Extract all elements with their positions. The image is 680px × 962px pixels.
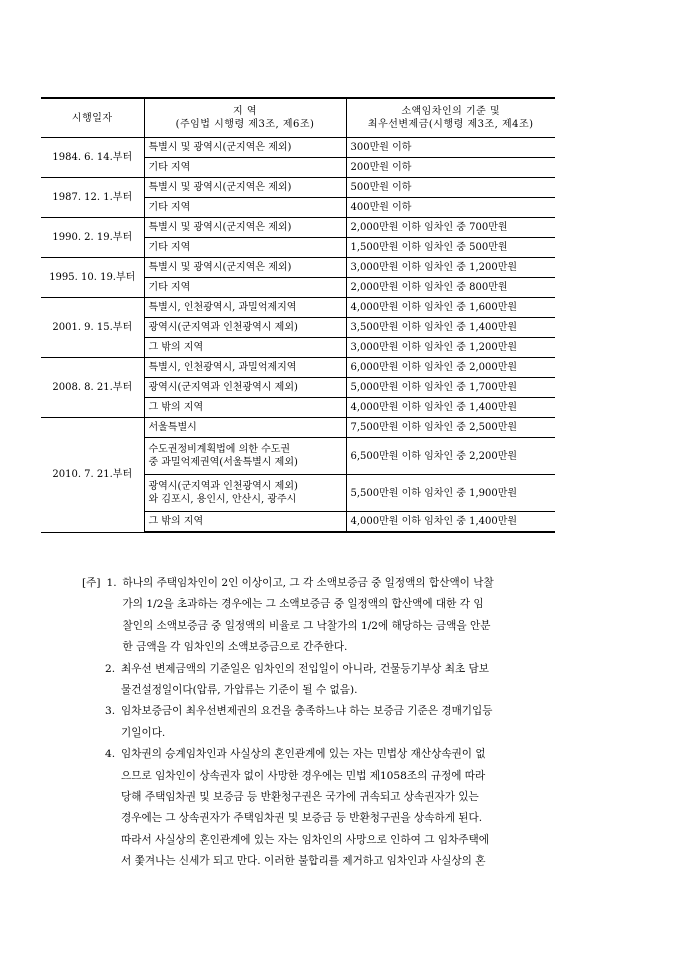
note-line: 기일이다. bbox=[121, 726, 166, 739]
amount-cell: 5,000만원 이하 임차인 중 1,700만원 bbox=[346, 378, 555, 398]
amount-cell: 300만원 이하 bbox=[346, 138, 555, 158]
note-number: 3. bbox=[105, 705, 116, 718]
region-line: 특별시 및 광역시(군지역은 제외) bbox=[148, 182, 292, 193]
region-cell bbox=[144, 238, 346, 258]
effective-date-cell: 1995. 10. 19.부터 bbox=[41, 258, 144, 298]
amount-cell: 7,500만원 이하 임차인 중 2,500만원 bbox=[346, 418, 555, 438]
region-line: 서울특별시 bbox=[148, 422, 197, 433]
region-cell bbox=[144, 258, 346, 278]
region-line: 광역시(군지역과 인천광역시 제외) bbox=[148, 382, 298, 393]
region-cell bbox=[144, 278, 346, 298]
note-line: 따라서 사실상의 혼인관계에 있는 자는 임차인의 사망으로 인하여 그 임차주택에 bbox=[121, 833, 490, 846]
header-region bbox=[144, 98, 346, 138]
table-row bbox=[41, 298, 555, 318]
table-row bbox=[41, 358, 555, 378]
note-text bbox=[121, 659, 602, 702]
note-text bbox=[121, 701, 602, 744]
table-row bbox=[41, 418, 555, 438]
note-item bbox=[105, 744, 602, 872]
note-number: 2. bbox=[105, 662, 116, 675]
note-text bbox=[123, 573, 603, 659]
effective-date-cell: 1984. 6. 14.부터 bbox=[41, 138, 144, 178]
region-line: 그 밖의 지역 bbox=[148, 516, 204, 527]
region-line: 특별시, 인천광역시, 과밀억제지역 bbox=[148, 302, 297, 313]
effective-date-cell: 2008. 8. 21.부터 bbox=[41, 358, 144, 418]
table-header-row bbox=[41, 98, 555, 138]
region-line: 특별시 및 광역시(군지역은 제외) bbox=[148, 262, 292, 273]
region-line: 특별시 및 광역시(군지역은 제외) bbox=[148, 222, 292, 233]
header-region-line2: (주임법 시행령 제3조, 제6조) bbox=[175, 119, 315, 130]
header-region-line1: 지 역 bbox=[233, 106, 257, 117]
note-line: 찰인의 소액보증금 중 일정액의 비율로 그 낙찰가의 1/2에 해당하는 금액을 안분 bbox=[122, 619, 491, 632]
amount-cell: 4,000만원 이하 임차인 중 1,400만원 bbox=[346, 398, 555, 418]
region-line: 기타 지역 bbox=[148, 202, 191, 213]
region-line: 수도권정비계획법에 의한 수도권 bbox=[148, 444, 291, 455]
region-line: 와 김포시, 용인시, 안산시, 광주시 bbox=[148, 494, 297, 505]
note-item bbox=[105, 701, 602, 744]
region-cell bbox=[144, 475, 346, 512]
amount-cell: 1,500만원 이하 임차인 중 500만원 bbox=[346, 238, 555, 258]
region-line: 특별시, 인천광역시, 과밀억제지역 bbox=[148, 362, 297, 373]
amount-cell: 6,000만원 이하 임차인 중 2,000만원 bbox=[346, 358, 555, 378]
amount-cell: 400만원 이하 bbox=[346, 198, 555, 218]
region-cell bbox=[144, 138, 346, 158]
region-cell bbox=[144, 218, 346, 238]
note-marker: [주] bbox=[82, 577, 101, 589]
region-line: 기타 지역 bbox=[148, 282, 191, 293]
header-amount-line2: 최우선변제금(시행령 제3조, 제4조) bbox=[367, 119, 534, 130]
amount-cell: 500만원 이하 bbox=[346, 178, 555, 198]
amount-cell: 4,000만원 이하 임차인 중 1,600만원 bbox=[346, 298, 555, 318]
note-line: 임차보증금이 최우선변제권의 요건을 충족하느냐 하는 보증금 기준은 경매기입등 bbox=[121, 705, 493, 718]
amount-cell: 3,500만원 이하 임차인 중 1,400만원 bbox=[346, 318, 555, 338]
header-amount-line1: 소액임차인의 기준 및 bbox=[401, 106, 501, 117]
table-row bbox=[41, 218, 555, 238]
effective-date-cell: 2001. 9. 15.부터 bbox=[41, 298, 144, 358]
table-row bbox=[41, 178, 555, 198]
region-line: 광역시(군지역과 인천광역시 제외) bbox=[148, 322, 298, 333]
note-line: 경우에는 그 상속권자가 주택임차권 및 보증금 등 반환청구권을 상속하게 된다. bbox=[121, 812, 483, 825]
notes-section bbox=[82, 573, 602, 873]
header-date: 시행일자 bbox=[41, 98, 144, 138]
amount-cell: 6,500만원 이하 임차인 중 2,200만원 bbox=[346, 438, 555, 475]
region-cell bbox=[144, 158, 346, 178]
region-cell bbox=[144, 358, 346, 378]
region-line: 특별시 및 광역시(군지역은 제외) bbox=[148, 142, 292, 153]
small-tenant-table bbox=[41, 97, 555, 533]
region-cell bbox=[144, 398, 346, 418]
note-number: 4. bbox=[105, 748, 116, 761]
note-line: 한 금액을 각 임차인의 소액보증금으로 간주한다. bbox=[122, 641, 348, 654]
region-line: 기타 지역 bbox=[148, 162, 191, 173]
region-cell bbox=[144, 418, 346, 438]
note-line: 서 쫓겨나는 신세가 되고 만다. 이러한 불합리를 제거하고 임차인과 사실상의 혼 bbox=[121, 855, 486, 868]
table-row bbox=[41, 138, 555, 158]
region-line: 그 밖의 지역 bbox=[148, 342, 204, 353]
amount-cell: 5,500만원 이하 임차인 중 1,900만원 bbox=[346, 475, 555, 512]
region-cell bbox=[144, 338, 346, 358]
amount-cell: 3,000만원 이하 임차인 중 1,200만원 bbox=[346, 338, 555, 358]
header-amount bbox=[346, 98, 555, 138]
note-number: 1. bbox=[106, 577, 117, 589]
note-line: 하나의 주택임차인이 2인 이상이고, 그 각 소액보증금 중 일정액의 합산액이 낙찰 bbox=[122, 577, 494, 589]
region-cell bbox=[144, 318, 346, 338]
effective-date-cell: 1987. 12. 1.부터 bbox=[41, 178, 144, 218]
amount-cell: 2,000만원 이하 임차인 중 800만원 bbox=[346, 278, 555, 298]
region-line: 중 과밀억제권역(서울특별시 제외) bbox=[148, 457, 298, 468]
region-cell bbox=[144, 378, 346, 398]
note-line: 으므로 임차인이 상속권자 없이 사망한 경우에는 민법 제1058조의 규정에 따라 bbox=[121, 769, 486, 782]
effective-date-cell: 2010. 7. 21.부터 bbox=[41, 418, 144, 533]
amount-cell: 4,000만원 이하 임차인 중 1,400만원 bbox=[346, 512, 555, 533]
region-cell bbox=[144, 178, 346, 198]
note-item bbox=[82, 573, 602, 659]
region-line: 광역시(군지역과 인천광역시 제외) bbox=[148, 481, 298, 492]
region-cell bbox=[144, 198, 346, 218]
region-cell bbox=[144, 298, 346, 318]
table-row bbox=[41, 258, 555, 278]
note-item bbox=[105, 659, 602, 702]
amount-cell: 2,000만원 이하 임차인 중 700만원 bbox=[346, 218, 555, 238]
effective-date-cell: 1990. 2. 19.부터 bbox=[41, 218, 144, 258]
note-line: 가의 1/2을 초과하는 경우에는 그 소액보증금 중 일정액의 합산액에 대한 각 임 bbox=[122, 598, 484, 611]
region-line: 기타 지역 bbox=[148, 242, 191, 253]
region-cell bbox=[144, 512, 346, 533]
note-line: 임차권의 승계임차인과 사실상의 혼인관계에 있는 자는 민법상 재산상속권이 없 bbox=[121, 748, 486, 761]
note-line: 물건설정일이다(압류, 가압류는 기준이 될 수 없음). bbox=[121, 684, 358, 697]
note-text bbox=[121, 744, 602, 872]
amount-cell: 200만원 이하 bbox=[346, 158, 555, 178]
region-cell bbox=[144, 438, 346, 475]
region-line: 그 밖의 지역 bbox=[148, 402, 204, 413]
note-line: 당해 주택임차권 및 보증금 등 반환청구권은 국가에 귀속되고 상속권자가 있는 bbox=[121, 791, 479, 804]
amount-cell: 3,000만원 이하 임차인 중 1,200만원 bbox=[346, 258, 555, 278]
note-line: 최우선 변제금액의 기준일은 임차인의 전입일이 아니라, 건물등기부상 최초 담보 bbox=[121, 662, 490, 675]
